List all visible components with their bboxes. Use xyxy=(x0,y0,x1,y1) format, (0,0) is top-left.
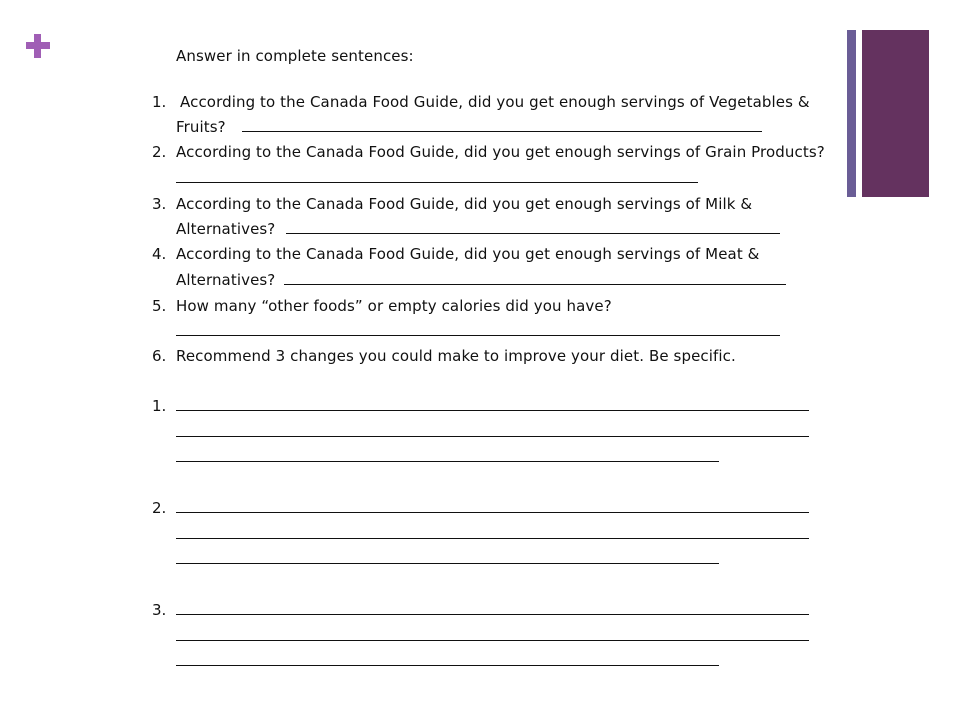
answer-line[interactable] xyxy=(176,640,809,641)
question-text-continued: Alternatives? xyxy=(176,271,276,289)
question-number: 6. xyxy=(152,347,167,365)
question-text: According to the Canada Food Guide, did you get enough servings of Grain Products? xyxy=(176,143,825,161)
worksheet-heading: Answer in complete sentences: xyxy=(176,47,414,65)
answer-line[interactable] xyxy=(176,512,809,513)
answer-line[interactable] xyxy=(176,410,809,411)
answer-line[interactable] xyxy=(176,665,719,666)
question-number: 3. xyxy=(152,195,167,213)
question-number: 5. xyxy=(152,297,167,315)
answer-line[interactable] xyxy=(286,233,780,234)
answer-number: 2. xyxy=(152,499,167,517)
answer-line[interactable] xyxy=(284,284,786,285)
answer-line[interactable] xyxy=(242,131,762,132)
question-number: 1. xyxy=(152,93,167,111)
answer-line[interactable] xyxy=(176,182,698,183)
answer-number: 3. xyxy=(152,601,167,619)
question-text: According to the Canada Food Guide, did you get enough servings of Vegetables & xyxy=(180,93,810,111)
question-text: How many “other foods” or empty calories did you have? xyxy=(176,297,612,315)
answer-line[interactable] xyxy=(176,461,719,462)
question-text: According to the Canada Food Guide, did you get enough servings of Meat & xyxy=(176,245,760,263)
answer-number: 1. xyxy=(152,397,167,415)
question-text-continued: Alternatives? xyxy=(176,220,276,238)
question-number: 4. xyxy=(152,245,167,263)
answer-line[interactable] xyxy=(176,563,719,564)
answer-line[interactable] xyxy=(176,436,809,437)
answer-line[interactable] xyxy=(176,335,780,336)
answer-line[interactable] xyxy=(176,538,809,539)
question-text-continued: Fruits? xyxy=(176,118,226,136)
answer-line[interactable] xyxy=(176,614,809,615)
question-number: 2. xyxy=(152,143,167,161)
question-text: According to the Canada Food Guide, did you get enough servings of Milk & xyxy=(176,195,753,213)
question-text: Recommend 3 changes you could make to improve your diet. Be specific. xyxy=(176,347,736,365)
